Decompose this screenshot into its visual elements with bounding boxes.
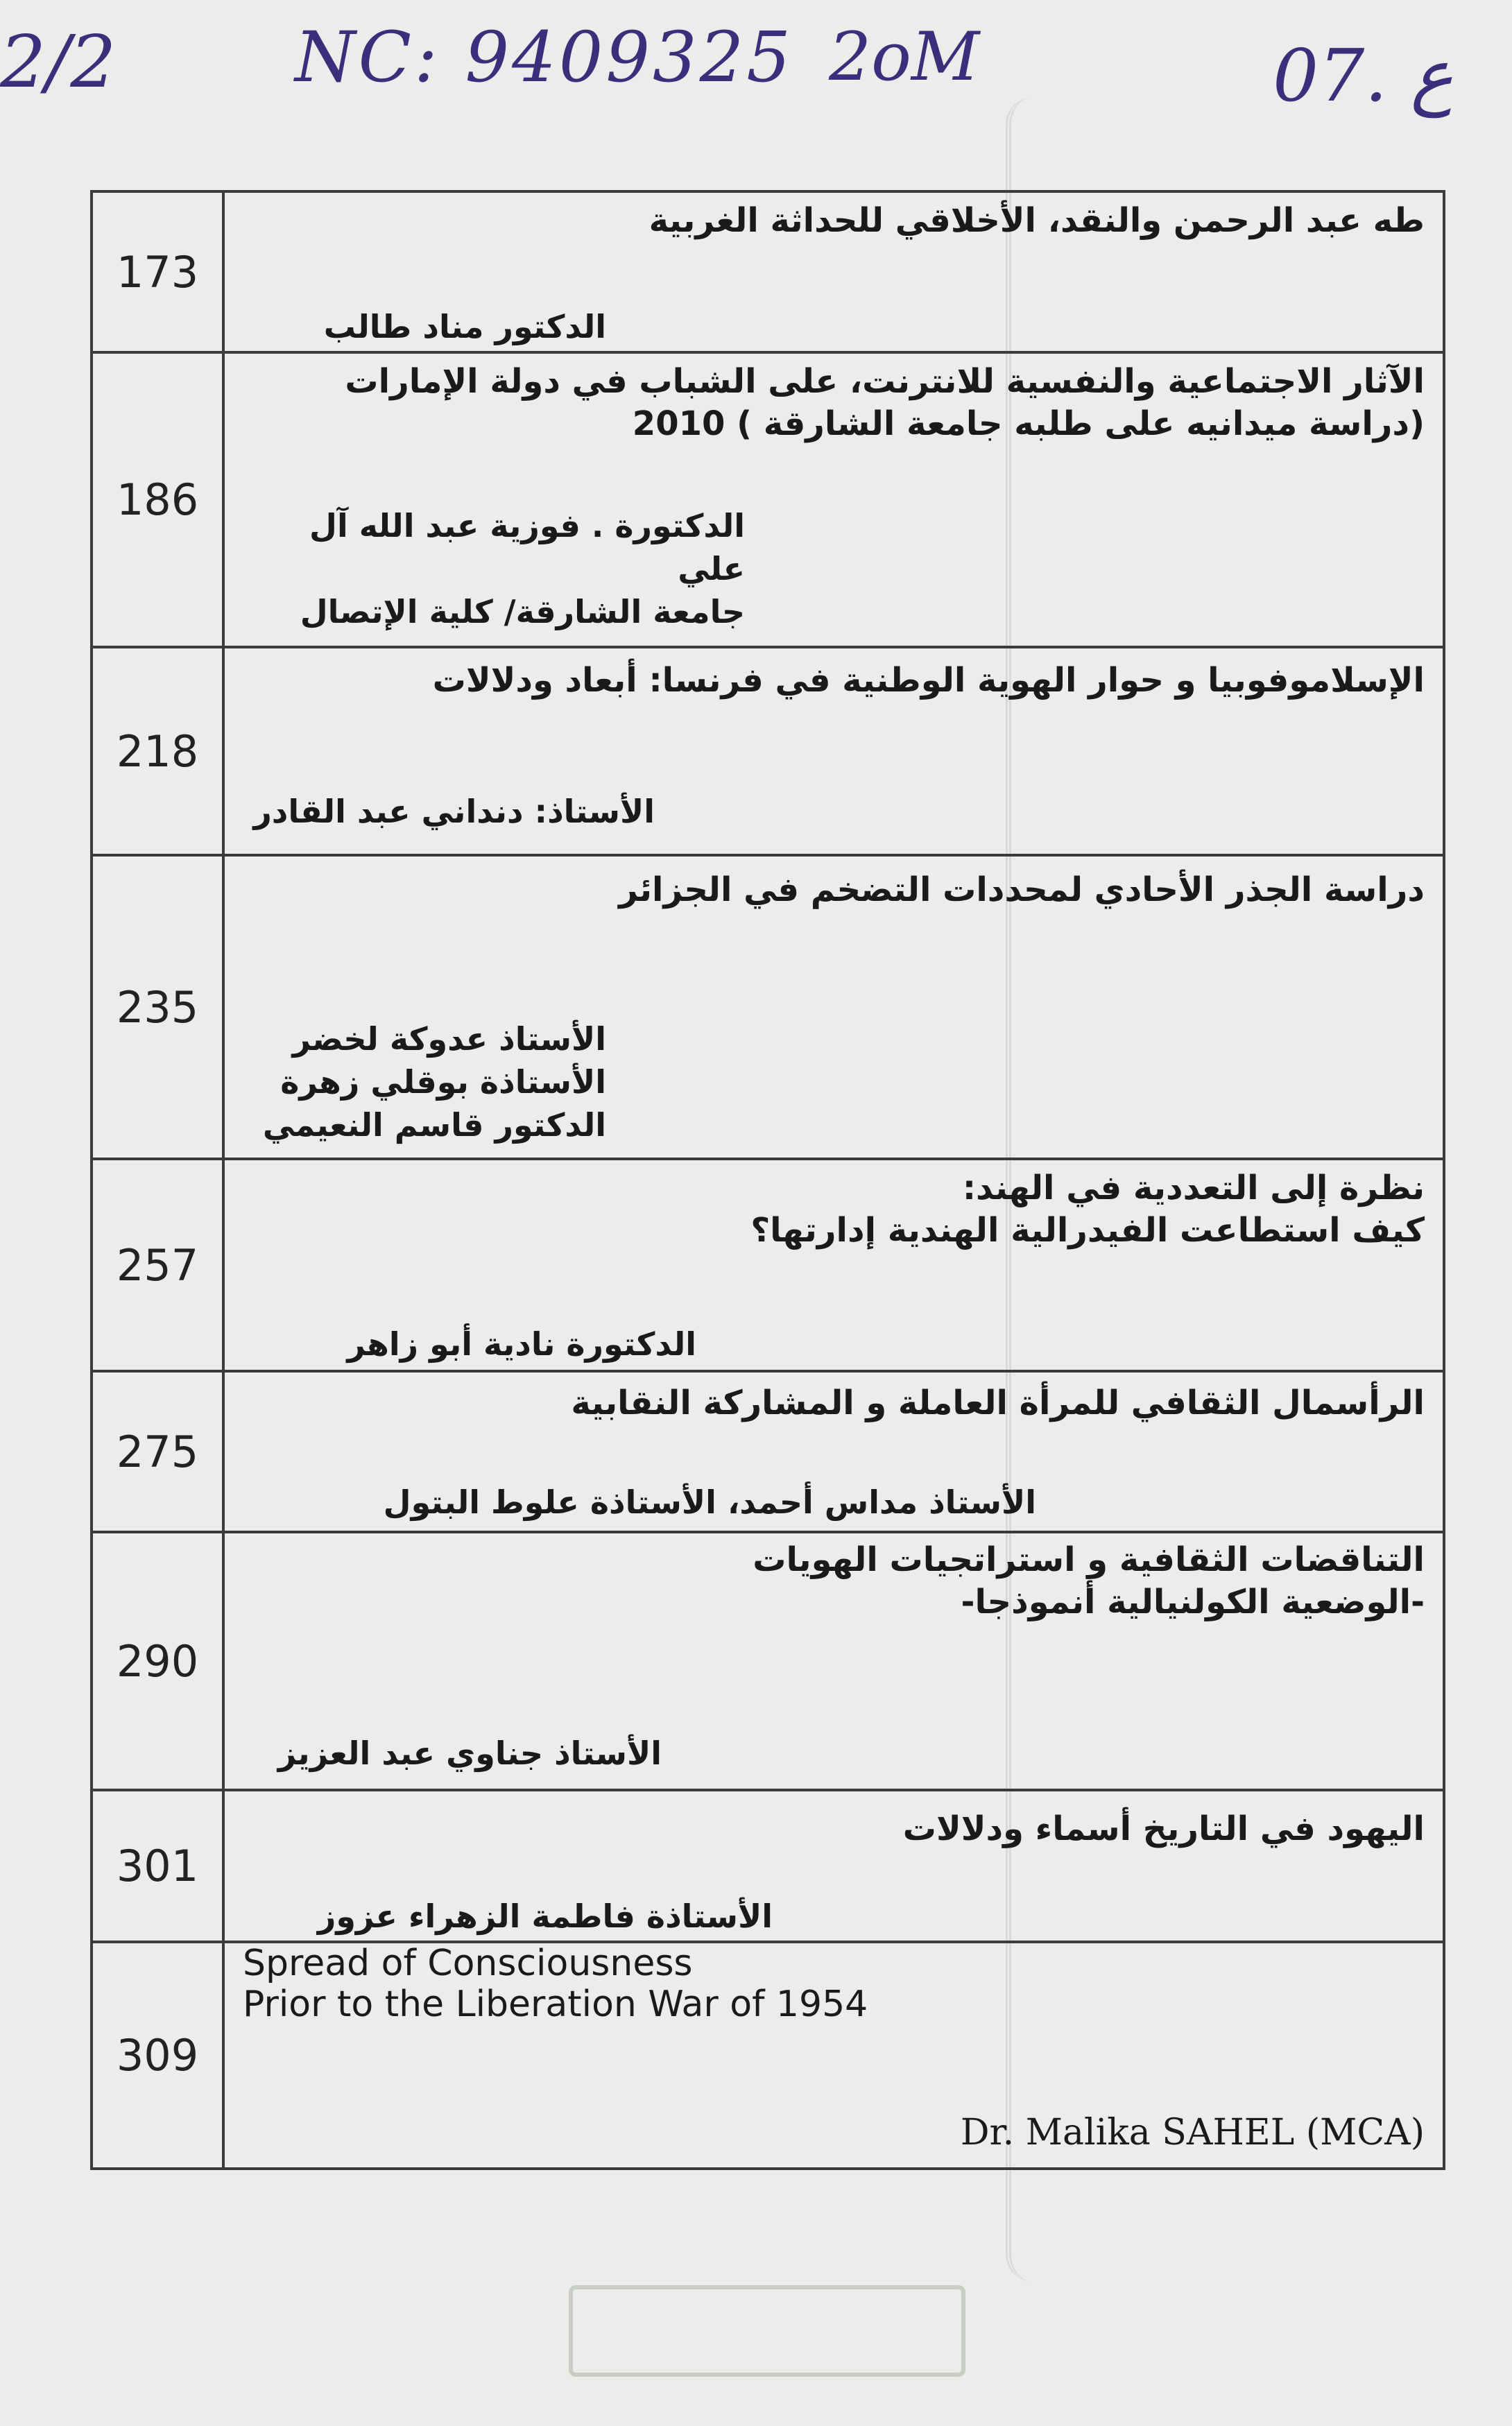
entry-title: اليهود في التاريخ أسماء ودلالات xyxy=(902,1809,1425,1848)
entry-title: (دراسة ميدانيه على طلبه جامعة الشارقة ) 2010 xyxy=(632,404,1425,444)
entry-author: الأستاذ: دنداني عبد القادر xyxy=(253,792,655,830)
handwritten-reference: 07. ع xyxy=(1273,33,1454,118)
entry-cell xyxy=(223,1532,1444,1790)
table-row xyxy=(92,1159,1444,1371)
entry-title: Spread of Consciousness xyxy=(243,1943,693,1984)
page-number: 257 xyxy=(92,1159,223,1371)
table-row xyxy=(92,1532,1444,1790)
entry-cell xyxy=(223,1942,1444,2169)
entry-cell xyxy=(223,647,1444,855)
page-number: 173 xyxy=(92,191,223,352)
entry-title: التناقضات الثقافية و استراتجيات الهويات xyxy=(753,1540,1425,1579)
entry-cell xyxy=(223,855,1444,1159)
entry-author: الدكتور مناد طالب xyxy=(323,307,606,345)
entry-author: الأستاذ مداس أحمد، الأستاذة علوط البتول xyxy=(383,1483,1036,1521)
entry-author: الدكتور قاسم النعيمي xyxy=(262,1106,606,1144)
page-stamp xyxy=(569,2285,965,2377)
entry-cell xyxy=(223,1371,1444,1532)
entry-title: نظرة إلى التعددية في الهند: xyxy=(962,1169,1425,1207)
handwritten-initials: 2oM xyxy=(829,18,980,96)
entry-title: كيف استطاعت الفيدرالية الهندية إدارتها؟ xyxy=(750,1211,1425,1250)
entry-author: الأستاذ جناوي عبد العزيز xyxy=(277,1734,662,1772)
page-number: 290 xyxy=(92,1532,223,1790)
entry-title: دراسة الجذر الأحادي لمحددات التضخم في الجزائر xyxy=(619,870,1425,909)
table-row xyxy=(92,1942,1444,2169)
table-row xyxy=(92,191,1444,352)
entry-cell xyxy=(223,1790,1444,1942)
handwritten-annotation xyxy=(0,14,1512,125)
handwritten-code: NC: 9409325 xyxy=(295,17,793,98)
entry-author: الأستاذة فاطمة الزهراء عزوز xyxy=(317,1897,773,1935)
entry-title: الرأسمال الثقافي للمرأة العاملة و المشاركة النقابية xyxy=(571,1384,1425,1422)
entry-title: طه عبد الرحمن والنقد، الأخلاقي للحداثة الغربية xyxy=(648,201,1425,240)
entry-cell xyxy=(223,1159,1444,1371)
page-number: 235 xyxy=(92,855,223,1159)
entry-cell xyxy=(223,191,1444,352)
handwritten-fraction: 2/2 xyxy=(0,19,117,104)
page-number: 218 xyxy=(92,647,223,855)
entry-author: الدكتورة نادية أبو زاهر xyxy=(347,1325,696,1363)
table-of-contents xyxy=(90,190,1445,2170)
entry-author: Dr. Malika SAHEL (MCA) xyxy=(960,2112,1425,2153)
table-row xyxy=(92,1790,1444,1942)
table-row xyxy=(92,647,1444,855)
table-row xyxy=(92,352,1444,647)
table-row xyxy=(92,1371,1444,1532)
entry-author: الأستاذة بوقلي زهرة xyxy=(280,1063,606,1101)
page-number: 186 xyxy=(92,352,223,647)
entry-title: -الوضعية الكولنيالية أنموذجا- xyxy=(961,1583,1425,1622)
table-row xyxy=(92,855,1444,1159)
entry-title: الآثار الاجتماعية والنفسية للانترنت، على الشباب في دولة الإمارات xyxy=(345,362,1425,401)
entry-title: Prior to the Liberation War of 1954 xyxy=(243,1984,868,2026)
page-number: 275 xyxy=(92,1371,223,1532)
entry-cell xyxy=(223,352,1444,647)
page-number: 309 xyxy=(92,1942,223,2169)
entry-author: الدكتورة . فوزية عبد الله آل علي xyxy=(309,506,745,587)
entry-affiliation: جامعة الشارقة/ كلية الإتصال xyxy=(300,592,745,630)
entry-author: الأستاذ عدوكة لخضر xyxy=(292,1020,606,1058)
page-number: 301 xyxy=(92,1790,223,1942)
entry-title: الإسلاموفوبيا و حوار الهوية الوطنية في فرنسا: أبعاد ودلالات xyxy=(432,661,1425,700)
